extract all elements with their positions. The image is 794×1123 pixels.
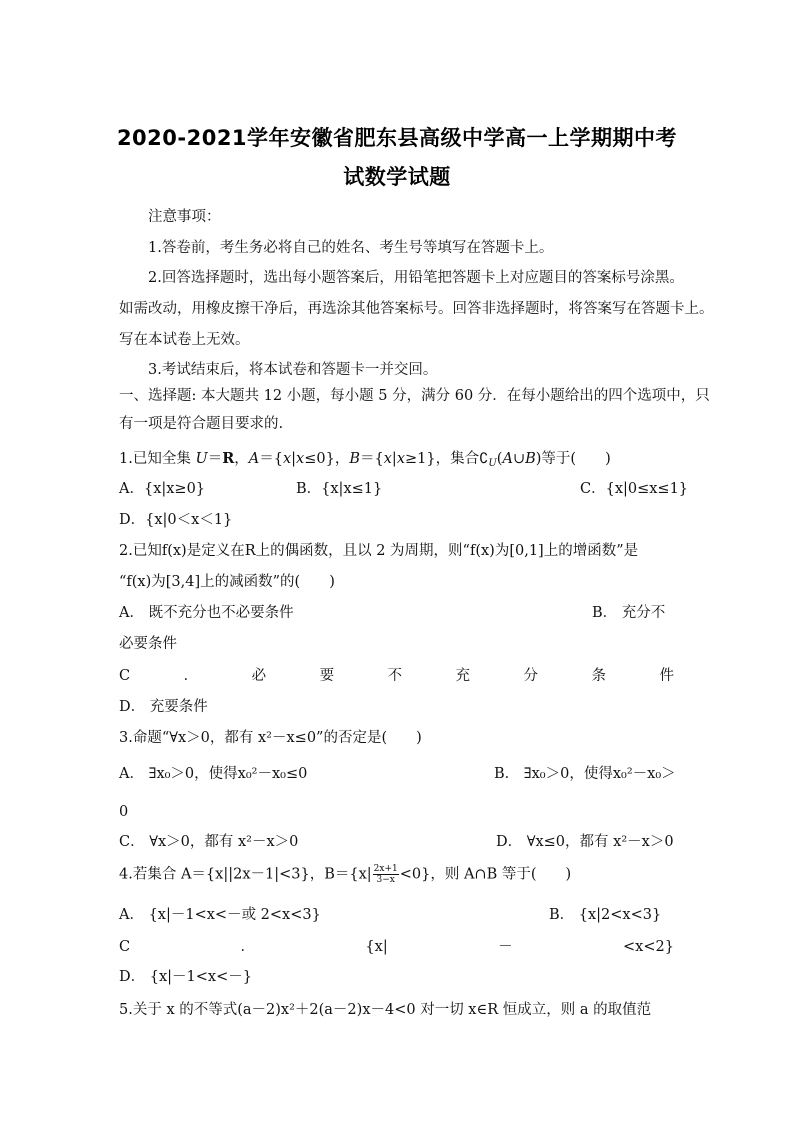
q2-option-c-char: 必 <box>251 668 267 684</box>
q2-option-c-char: 不 <box>387 668 403 684</box>
q4-stem-part-b: <0}，则 A∩B 等于( ) <box>399 866 572 883</box>
q1-stem-part-b: ，集合 <box>435 451 480 467</box>
q3-option-d: D． ∀x≤0，都有 x²－x＞0 <box>496 834 674 850</box>
q3-option-a: A． ∃x₀＞0，使得x₀²－x₀≤0 <box>119 766 308 782</box>
q2-option-c-char: 件 <box>659 668 674 684</box>
q1-option-d: D．{x|0＜x＜1} <box>119 512 233 528</box>
q2-option-c-char: 要 <box>319 668 335 684</box>
question-4-stem <box>119 864 674 885</box>
notice-item-1: 1.答卷前，考生务必将自己的姓名、考生号等填写在答题卡上。 <box>148 240 554 256</box>
q2-option-d: D． 充要条件 <box>119 699 208 715</box>
q4-stem-part-a: 4.若集合 A＝{x||2x－1|<3}，B＝{x| <box>119 866 372 883</box>
q4-option-c-part: C <box>119 939 131 955</box>
q1-option-c: C．{x|0≤x≤1} <box>580 481 689 497</box>
q4-option-c-part: － <box>498 939 513 955</box>
q4-option-c <box>119 937 674 957</box>
q4-fraction-numerator: 2x+1 <box>373 864 398 874</box>
q4-option-c-part: ． <box>240 939 256 955</box>
q1-option-b: B．{x|x≤1} <box>296 481 383 497</box>
question-5-stem: 5.关于 x 的不等式(a－2)x²＋2(a－2)x－4<0 对一切 x∈R 恒成立，则 a 的取值范 <box>119 1002 652 1018</box>
q4-option-c-part: <x<2} <box>623 939 674 955</box>
q2-option-c-char: 充 <box>455 668 471 684</box>
notice-heading: 注意事项： <box>148 209 221 225</box>
q2-option-c-char: 分 <box>523 668 539 684</box>
exam-title-line2: 试数学试题 <box>343 165 451 189</box>
question-2-stem-line2: “f(x)为[3,4]上的减函数”的( ) <box>119 574 335 590</box>
q2-option-c <box>119 666 674 686</box>
q3-option-c: C． ∀x＞0，都有 x²－x＞0 <box>119 834 299 850</box>
exam-title-line1: 2020-2021学年安徽省肥东县高级中学高一上学期期中考 <box>116 126 678 150</box>
q2-option-b: B． 充分不 <box>592 605 666 621</box>
section1-instruction-line1: 一、选择题: 本大题共 12 小题，每小题 5 分，满分 60 分．在每小题给出的四个选项中，只 <box>119 388 710 404</box>
section1-instruction-line2: 有一项是符合题目要求的. <box>119 416 284 432</box>
q4-option-b: B． {x|2<x<3} <box>549 907 662 923</box>
q2-option-a: A． 既不充分也不必要条件 <box>119 605 294 621</box>
q2-option-c-char: 条 <box>591 668 606 684</box>
q4-option-c-part: {x| <box>365 939 388 955</box>
question-1-stem: 1.已知全集 U＝R，A＝{x|x≤0}，B＝{x|x≥1}，集合$∁_U(A\cup B)$等于( ) <box>119 450 611 469</box>
q4-option-a: A． {x|－1<x<－或 2<x<3} <box>119 907 321 923</box>
notice-item-2-line3: 写在本试卷上无效。 <box>119 332 250 348</box>
q2-option-c-char: C <box>119 668 131 684</box>
q3-option-b-continued: 0 <box>119 804 129 820</box>
q4-fraction-denominator: 3−x <box>376 875 395 885</box>
q4-option-d: D． {x|－1<x<－} <box>119 969 252 985</box>
question-3-stem: 3.命题“∀x＞0，都有 x²－x≤0”的否定是( ) <box>119 730 422 746</box>
notice-item-3: 3.考试结束后，将本试卷和答题卡一并交回。 <box>148 362 438 378</box>
q3-option-b: B． ∃x₀＞0，使得x₀²－x₀＞ <box>494 766 676 782</box>
notice-item-2-line2: 如需改动，用橡皮擦干净后，再选涂其他答案标号。回答非选择题时，将答案写在答题卡上。 <box>119 301 714 317</box>
question-2-stem-line1: 2.已知f(x)是定义在R上的偶函数，且以 2 为周期，则“f(x)为[0,1]上的增函数”是 <box>119 543 639 559</box>
q1-option-a: A．{x|x≥0} <box>119 481 206 497</box>
q1-stem-part-c: 等于( ) <box>541 451 611 467</box>
q2-option-c-char: ． <box>183 668 199 684</box>
q1-stem-part-a: 1.已知全集 <box>119 451 196 467</box>
notice-item-2-line1: 2.回答选择题时，选出每小题答案后，用铅笔把答题卡上对应题目的答案标号涂黑。 <box>148 270 684 286</box>
q4-fraction <box>373 864 399 885</box>
q2-option-b-continued: 必要条件 <box>119 636 177 652</box>
